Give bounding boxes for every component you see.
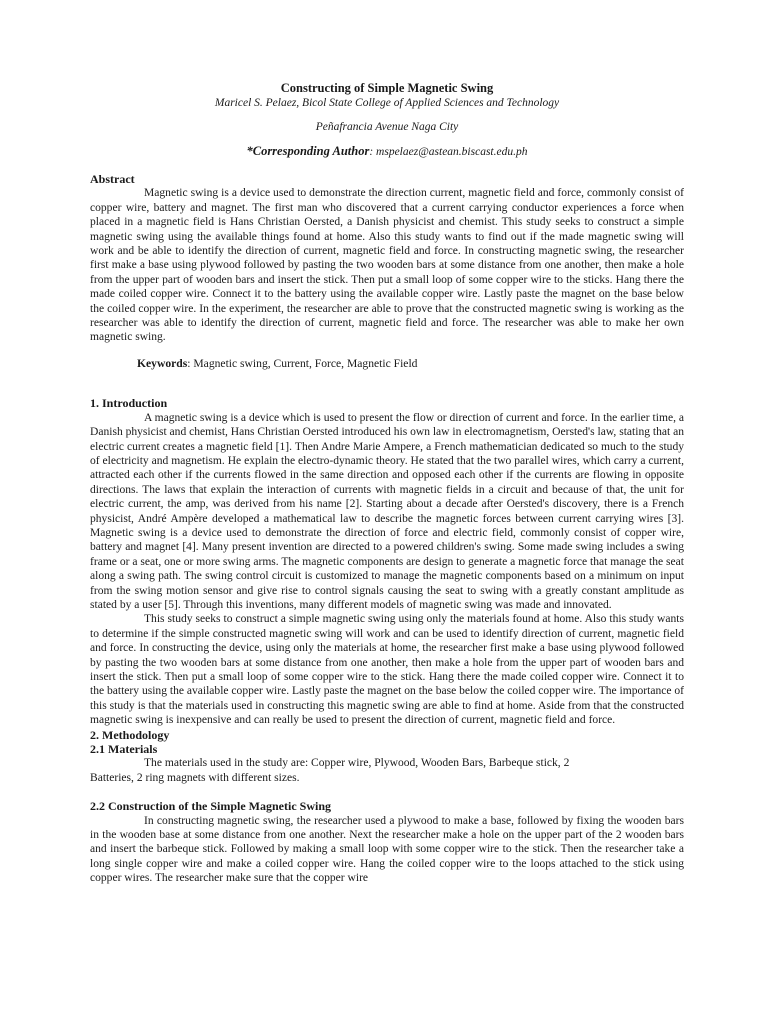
abstract-heading: Abstract [90,172,135,186]
corresponding-author-label: *Corresponding Author [246,144,370,158]
introduction-paragraph-2: This study seeks to construct a simple magnetic swing using only the materials found at home. Also this study wants to determine if the simple constructed magnetic swing will work and can be used to identify direction of current, magnetic field and force. In constructing the device, using only the materials at home, the researcher first make a base using plywood followed by pasting the two wooden bars at some distance from one another, then make a hole from the upper part of wooden bars and insert the stick. Then put a small loop of some copper wire to the stick. Hang there the made coiled copper wire. Connect it to the battery using the available copper wire. Lastly paste the magnet on the base below the coiled copper wire. The importance of this study is that the materials used in constructing this magnetic swing are able to find at home. Aside from that the constructed magnetic swing is inexpensive and can really be used to present the direction of current, magnetic field and force. [90,613,684,727]
author-address: Peñafrancia Avenue Naga City [315,121,459,133]
corresponding-author [90,144,684,160]
materials-line-2: Batteries, 2 ring magnets with different sizes. [90,771,300,784]
keywords-label: Keywords [137,356,188,370]
materials-heading: 2.1 Materials [90,742,158,757]
introduction-heading: 1. Introduction [90,396,168,411]
construction-text: In constructing magnetic swing, the researcher used a plywood to make a base, followed by fixing the wooden bars in the wooden base at some distance from one another. Next the researcher make a hole on the upper part of the 2 wooden bars and insert the barbeque stick. Followed by making a small loop with some copper wire to the stick. Then the researcher take a long single copper wire and make a coiled copper wire. Hang the coiled copper wire to the loops attached to the stick using copper wires. The researcher make sure that the copper wire [90,814,684,885]
keywords-line [90,357,684,371]
keywords-list: : Magnetic swing, Current, Force, Magnetic Field [187,356,418,370]
abstract-text: Magnetic swing is a device used to demonstrate the direction current, magnetic field and force, commonly consist of copper wire, battery and magnet. The first man who discovered that a current carrying conductor experiences a force when placed in a magnetic field is Hans Christian Oersted, a Danish physicist and chemist. This study seeks to construct a simple magnetic swing using the available things found at home. Also this study wants to find out if the made magnetic swing will work and be able to identify the direction of current, magnetic field and force. In constructing magnetic swing, the researcher first make a base using plywood followed by pasting the two wooden bars at some distance from one another, then make a hole from the upper part of wooden bars and insert the stick. Then put a small loop of some copper wire to the sticks. Hang there the made coiled copper wire. Connect it to the battery using the available copper wire. Lastly paste the magnet on the base below the coiled copper wire. In the experiment, the researcher are able to prove that the constructed magnetic swing is working as the researcher was able to identify the direction of current, magnetic field and force. The researcher was able to make her own magnetic swing. [90,187,684,344]
introduction-paragraph-1: A magnetic swing is a device which is used to present the flow or direction of current and force. In the earlier time, a Danish physicist and chemist, Hans Christian Oersted introduced his own law in electromagnetism, Oersted's law, stating that an electric current creates a magnetic field [1]. Then Andre Marie Ampere, a French mathematician dedicated so much to the study of electricity and magnetism. He explain the electro-dynamic theory. He stated that the two parallel wires, which carry a current, attracted each other if the currents flowed in the same direction and opposed each other if the currents are flowing in opposite directions. The laws that explain the interaction of currents with magnetic fields in a circuit and because of that, the unit for electric current, the amp, was derived from his name [2]. Starting about a decade after Oersted's discovery, there is a French physicist, André Ampère developed a mathematical law to describe the magnetic forces between current carrying wires [3]. Magnetic swing is a device used to demonstrate the direction of force and electric field, commonly consist of copper wire, battery and magnet [4]. Many present invention are directed to a powered children's swing. Some made swing includes a swing frame or a seat, one or more swing arms. The magnetic components are design to generate a magnetic force that manage the seat along a swing path. The swing control circuit is customized to manage the magnetic components based on a minimum on input from the swing motion sensor and give rise to control signals causing the seat to swing with a greatly constant amplitude as stated by a user [5]. Through this inventions, many different models of magnetic swing was made and innovated. [90,411,684,611]
construction-heading: 2.2 Construction of the Simple Magnetic Swing [90,799,331,814]
paper-title: Constructing of Simple Magnetic Swing [280,81,494,95]
methodology-heading: 2. Methodology [90,727,170,742]
corresponding-author-email: : mspelaez@astean.biscast.edu.ph [369,146,528,158]
author-affiliation: Maricel S. Pelaez, Bicol State College of Applied Sciences and Technology [214,97,560,109]
materials-line-1: The materials used in the study are: Copper wire, Plywood, Wooden Bars, Barbeque stick, 2 [144,757,570,770]
